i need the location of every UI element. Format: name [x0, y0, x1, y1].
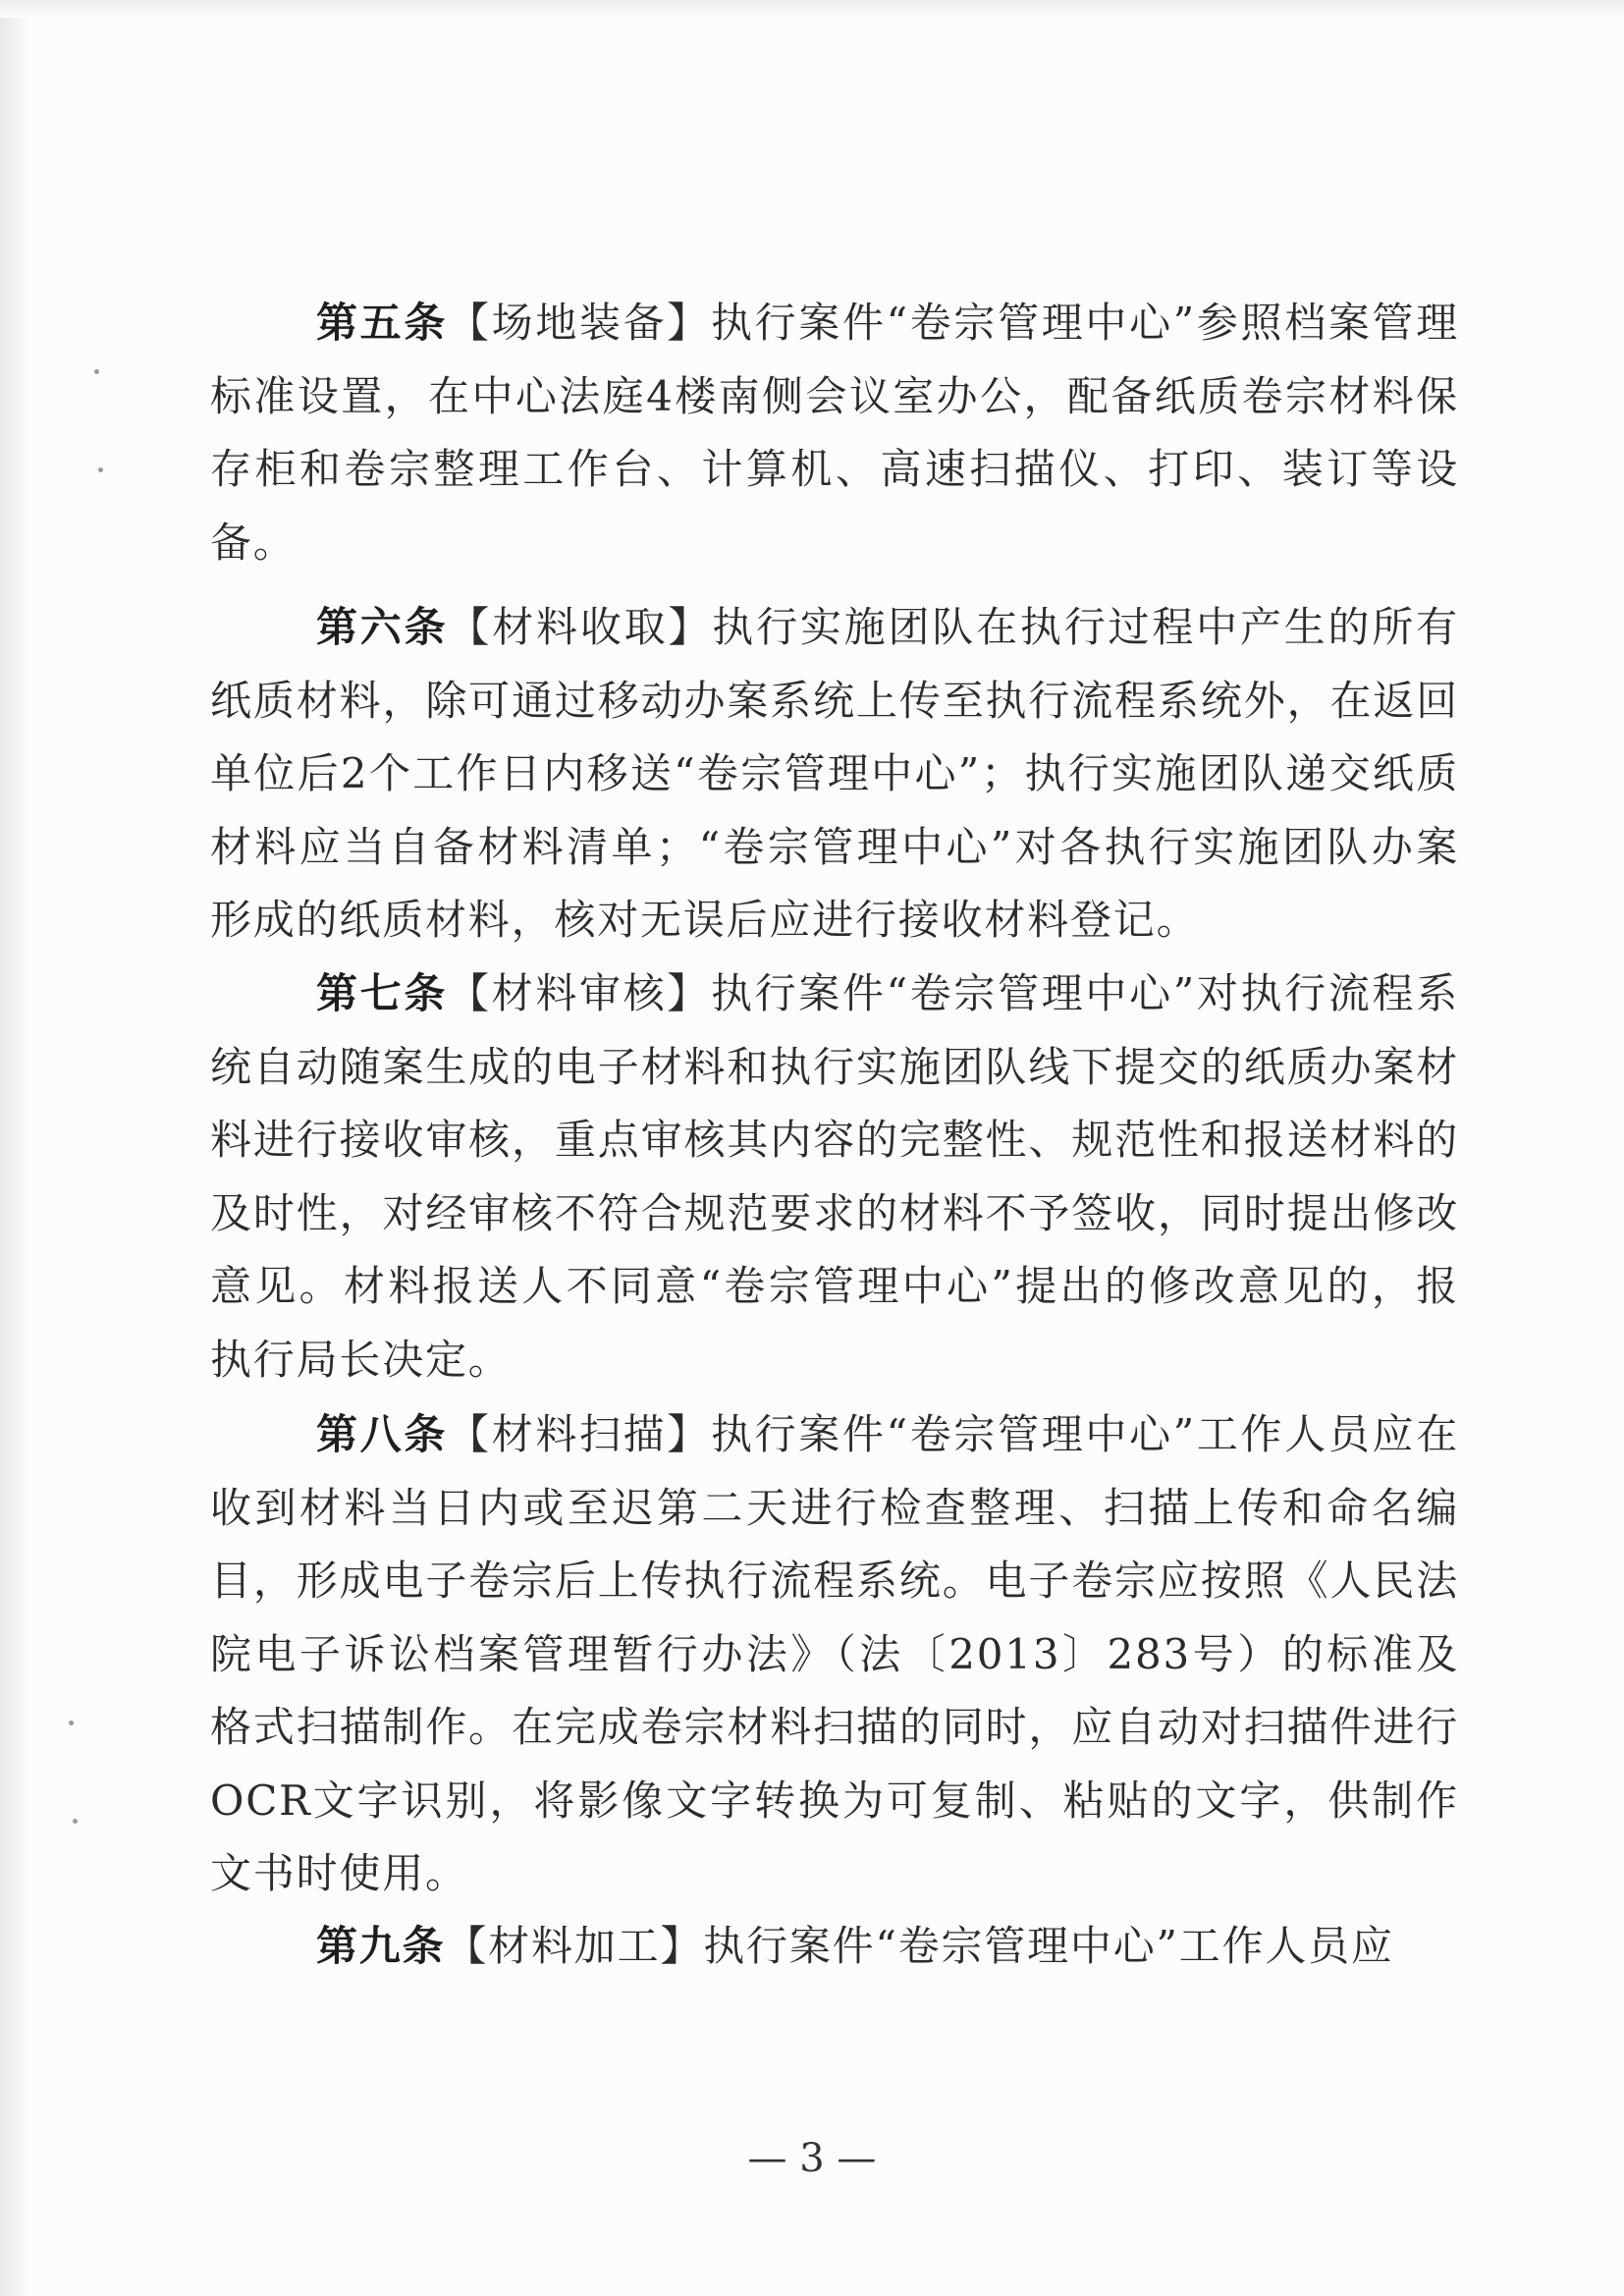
article-number: 第六条: [316, 603, 449, 651]
article-5: [210, 287, 1459, 579]
article-body: 执行案件“卷宗管理中心”参照档案管理标准设置，在中心法庭4楼南侧会议室办公，配备纸质卷宗材料保存柜和卷宗整理工作台、计算机、高速扫描仪、打印、装订等设备。: [210, 299, 1459, 567]
article-number: 第七条: [316, 969, 448, 1017]
article-body: 执行案件“卷宗管理中心”对执行流程系统自动随案生成的电子材料和执行实施团队线下提交的纸质办案材料进行接收审核，重点审核其内容的完整性、规范性和报送材料的及时性，对经审核不符合规范要求的材料不予签收，同时提出修改意见。材料报送人不同意“卷宗管理中心”提出的修改意见的，报执行局长决定。: [210, 969, 1459, 1384]
scan-shadow-top: [0, 0, 1624, 18]
scan-shadow-left: [0, 0, 27, 2296]
article-body: 执行案件“卷宗管理中心”工作人员应在收到材料当日内或至迟第二天进行检查整理、扫描上传和命名编目，形成电子卷宗后上传执行流程系统。电子卷宗应按照《人民法院电子诉讼档案管理暂行办法》（法〔2013〕283号）的标准及格式扫描制作。在完成卷宗材料扫描的同时，应自动对扫描件进行OCR文字识别，将影像文字转换为可复制、粘贴的文字，供制作文书时使用。: [210, 1410, 1459, 1897]
page-number: — 3 —: [747, 2136, 877, 2181]
article-number: 第五条: [316, 299, 448, 347]
article-tag: 【材料收取】: [448, 603, 713, 651]
article-number: 第八条: [316, 1410, 448, 1458]
article-tag: 【材料审核】: [448, 969, 711, 1017]
article-8: [210, 1398, 1459, 1911]
article-body: 执行实施团队在执行过程中产生的所有纸质材料，除可通过移动办案系统上传至执行流程系统外，在返回单位后2个工作日内移送“卷宗管理中心”；执行实施团队递交纸质材料应当自备材料清单；“卷宗管理中心”对各执行实施团队办案形成的纸质材料，核对无误后应进行接收材料登记。: [210, 603, 1459, 944]
article-9: [210, 1910, 1459, 1984]
article-number: 第九条: [316, 1922, 446, 1970]
article-body: 执行案件“卷宗管理中心”工作人员应: [703, 1922, 1394, 1970]
article-tag: 【材料扫描】: [448, 1410, 711, 1458]
article-6: [210, 591, 1459, 957]
scan-speck: [98, 467, 103, 472]
scan-speck: [69, 1721, 74, 1725]
article-7: [210, 957, 1459, 1396]
article-tag: 【材料加工】: [445, 1922, 704, 1970]
scan-speck: [94, 369, 99, 374]
scan-speck: [73, 1819, 78, 1824]
article-tag: 【场地装备】: [448, 299, 711, 347]
